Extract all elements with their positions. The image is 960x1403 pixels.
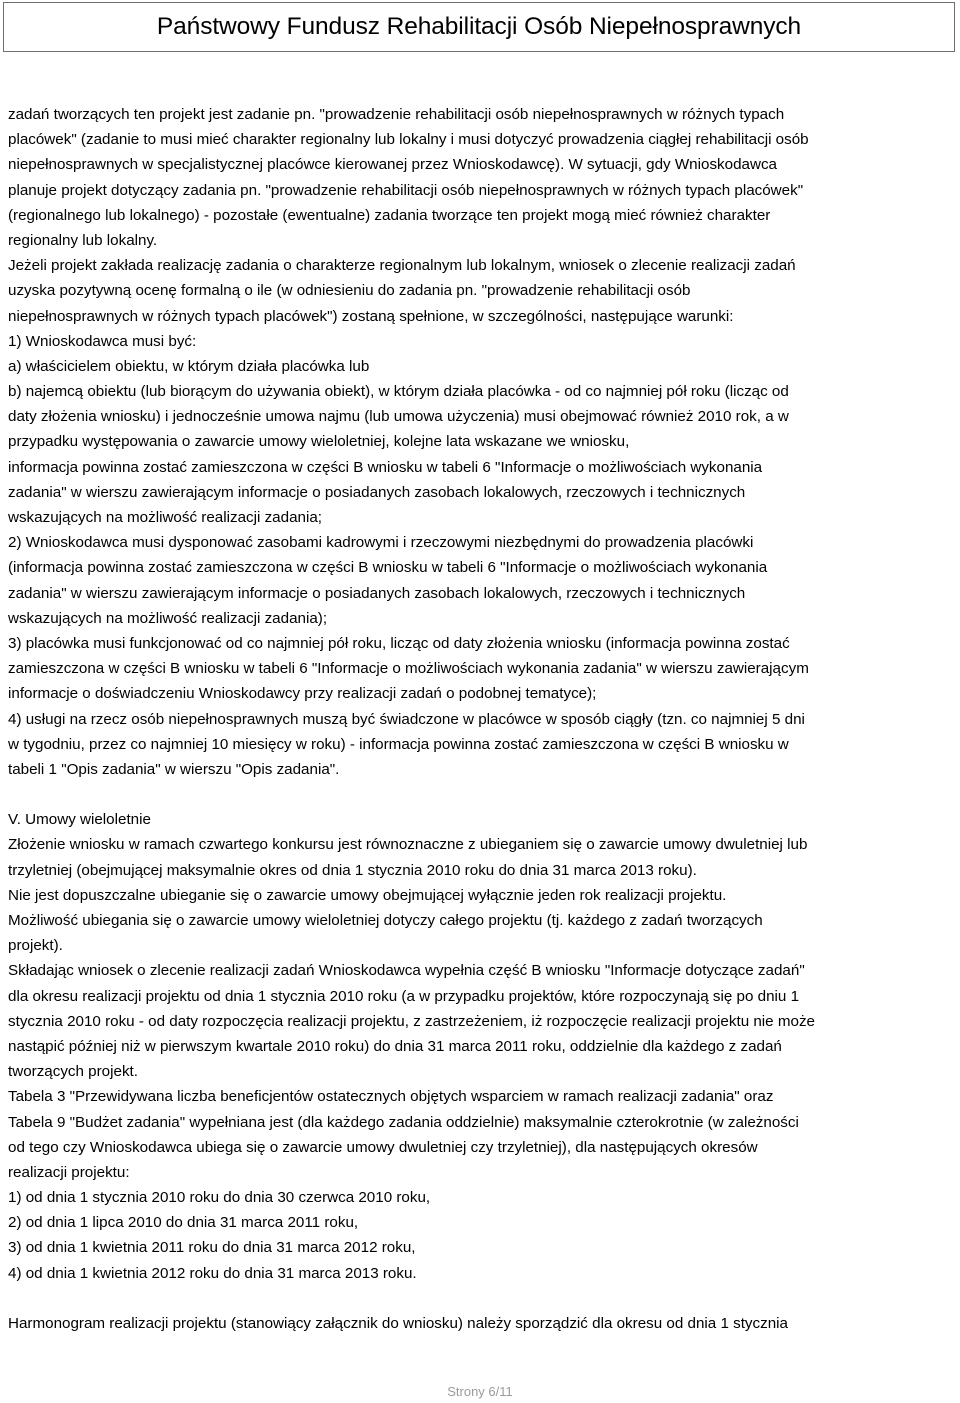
text-line: nastąpić później niż w pierwszym kwartale 2010 roku) do dnia 31 marca 2011 roku, oddzielnie dla każdego z zadań [8,1037,782,1055]
text-line: regionalny lub lokalny. [8,231,158,249]
text-line: 3) placówka musi funkcjonować od co najmniej pół roku, licząc od daty złożenia wniosku (informacja powinna zostać [8,634,790,652]
text-line: 4) usługi na rzecz osób niepełnosprawnych muszą być świadczone w placówce w sposób ciągły (tzn. co najmniej 5 dni [8,710,805,728]
text-line: zadania" w wierszu zawierającym informacje o posiadanych zasobach lokalowych, rzeczowych i technicznych [8,584,746,602]
text-line: V. Umowy wieloletnie [8,811,151,829]
text-line: w tygodniu, przez co najmniej 10 miesięcy w roku) - informacja powinna zostać zamieszczona w części B wniosku w [8,735,789,753]
text-line: zadania" w wierszu zawierającym informacje o posiadanych zasobach lokalowych, rzeczowych i technicznych [8,483,746,501]
text-line: przypadku występowania o zawarcie umowy wieloletniej, kolejne lata wskazane we wniosku, [8,433,630,451]
text-line: stycznia 2010 roku - od daty rozpoczęcia realizacji projektu, z zastrzeżeniem, iż rozpoczęcie realizacji projektu nie może [8,1012,815,1030]
text-line: realizacji projektu: [8,1163,130,1181]
text-line: (regionalnego lub lokalnego) - pozostałe (ewentualne) zadania tworzące ten projekt mogą mieć również charakter [8,206,771,224]
text-line: Złożenie wniosku w ramach czwartego konkursu jest równoznaczne z ubieganiem się o zawarcie umowy dwuletniej lub [8,836,808,854]
text-line: 2) od dnia 1 lipca 2010 do dnia 31 marca 2011 roku, [8,1214,359,1232]
text-line: a) właścicielem obiektu, w którym działa placówka lub [8,357,370,375]
header-title: Państwowy Fundusz Rehabilitacji Osób Niepełnosprawnych [156,13,802,40]
text-line: trzyletniej (obejmującej maksymalnie okres od dnia 1 stycznia 2010 roku do dnia 31 marca 2013 roku). [8,861,697,879]
text-line: niepełnosprawnych w różnych typach placówek") zostaną spełnione, w szczególności, następujące warunki: [8,307,734,325]
text-line: wskazujących na możliwość realizacji zadania); [8,609,328,627]
document-header [3,2,955,52]
text-line: od tego czy Wnioskodawca ubiega się o zawarcie umowy dwuletniej czy trzyletniej), dla następujących okresów [8,1138,758,1156]
text-line: placówek" (zadanie to musi mieć charakter regionalny lub lokalny i musi dotyczyć prowadzenia ciągłej rehabilitacji osób [8,131,809,149]
text-line: zamieszczona w części B wniosku w tabeli 6 "Informacje o możliwościach wykonania zadania" w wierszu zawierającym [8,660,809,678]
text-line: informacja powinna zostać zamieszczona w części B wniosku w tabeli 6 "Informacje o możliwościach wykonania [8,458,763,476]
text-line: uzyska pozytywną ocenę formalną o ile (w odniesieniu do zadania pn. "prowadzenie rehabilitacji osób [8,282,691,300]
document-body [8,102,958,1336]
text-line: Możliwość ubiegania się o zawarcie umowy wieloletniej dotyczy całego projektu (tj. każdego z zadań tworzących [8,912,763,929]
text-line: zadań tworzących ten projekt jest zadanie pn. "prowadzenie rehabilitacji osób niepełnosprawnych w różnych typach [8,106,785,123]
text-line: daty złożenia wniosku) i jednocześnie umowa najmu (lub umowa użyczenia) musi obejmować również 2010 rok, a w [8,408,789,426]
text-line: tabeli 1 "Opis zadania" w wierszu "Opis zadania". [8,760,340,778]
text-line: Składając wniosek o zlecenie realizacji zadań Wnioskodawca wypełnia część B wniosku "Informacje dotyczące zadań" [8,962,805,980]
text-line: tworzących projekt. [8,1063,138,1081]
text-line: Harmonogram realizacji projektu (stanowiący załącznik do wniosku) należy sporządzić dla okresu od dnia 1 stycznia [8,1315,788,1332]
blank-line [8,782,958,807]
text-line: niepełnosprawnych w specjalistycznej placówce kierowanej przez Wnioskodawcę). W sytuacji, gdy Wnioskodawca [8,156,777,174]
text-line: planuje projekt dotyczący zadania pn. "prowadzenie rehabilitacji osób niepełnosprawnych w różnych typach placówek" [8,181,804,199]
text-line: Nie jest dopuszczalne ubieganie się o zawarcie umowy obejmującej wyłącznie jeden rok realizacji projektu. [8,886,727,904]
text-line: Tabela 9 "Budżet zadania" wypełniana jest (dla każdego zadania oddzielnie) maksymalnie czterokrotnie (w zależności [8,1113,799,1131]
text-line: wskazujących na możliwość realizacji zadania; [8,509,323,526]
text-line: 1) od dnia 1 stycznia 2010 roku do dnia 30 czerwca 2010 roku, [8,1189,431,1207]
text-line: Jeżeli projekt zakłada realizację zadania o charakterze regionalnym lub lokalnym, wniosek o zlecenie realizacji zadań [8,257,796,275]
text-line: Tabela 3 "Przewidywana liczba beneficjentów ostatecznych objętych wsparciem w ramach realizacji zadania" oraz [8,1088,774,1106]
text-line: 1) Wnioskodawca musi być: [8,332,197,350]
blank-line [8,1286,958,1311]
text-line: b) najemcą obiektu (lub biorącym do używania obiekt), w którym działa placówka - od co najmniej pół roku (licząc od [8,383,789,401]
text-line: 4) od dnia 1 kwietnia 2012 roku do dnia 31 marca 2013 roku. [8,1264,417,1282]
text-line: dla okresu realizacji projektu od dnia 1 stycznia 2010 roku (a w przypadku projektów, które rozpoczynają się po dniu 1 [8,987,800,1005]
text-line: (informacja powinna zostać zamieszczona w części B wniosku w tabeli 6 "Informacje o możliwościach wykonania [8,559,768,577]
text-line: projekt). [8,937,63,955]
text-line: informacje o doświadczeniu Wnioskodawcy przy realizacji zadań o podobnej tematyce); [8,685,597,703]
text-line: 3) od dnia 1 kwietnia 2011 roku do dnia 31 marca 2012 roku, [8,1239,416,1257]
page-number: Strony 6/11 [447,1384,513,1399]
text-line: 2) Wnioskodawca musi dysponować zasobami kadrowymi i rzeczowymi niezbędnymi do prowadzenia placówki [8,534,754,552]
